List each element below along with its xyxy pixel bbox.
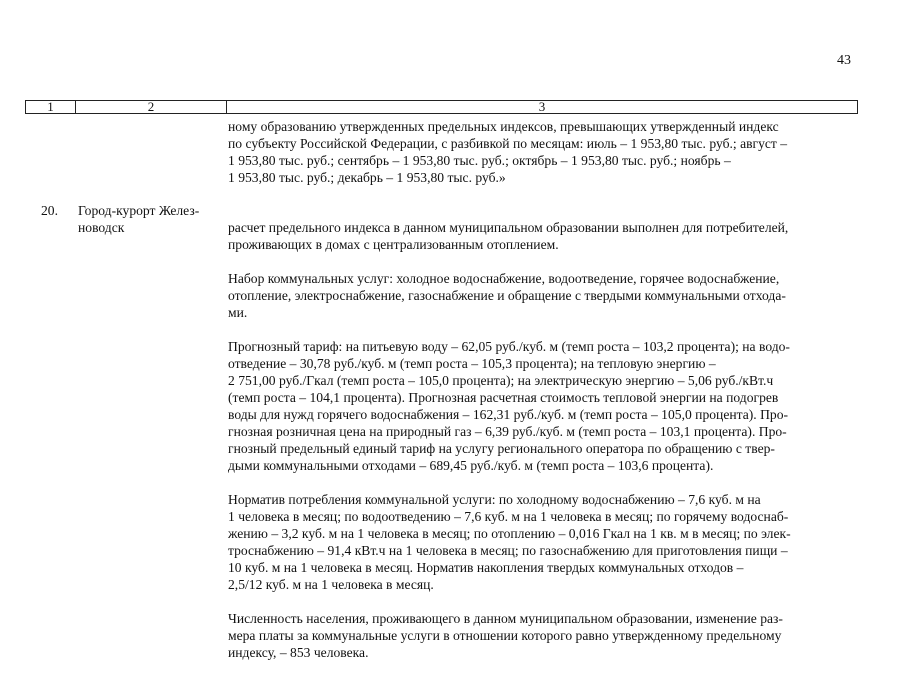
- table-header-row: [25, 100, 858, 114]
- page-number: 43: [837, 53, 851, 68]
- paragraph-calculation-basis: расчет предельного индекса в данном муниципальном образовании выполнен для потребителей, проживающих в домах с централизованным отоплением.: [228, 220, 789, 252]
- row-description: [228, 202, 851, 678]
- paragraph-service-set: Набор коммунальных услуг: холодное водоснабжение, водоотведение, горячее водоснабжение, отопление, электроснабжение, газоснабжение и обращение с твердыми коммунальными отхода- ми.: [228, 271, 786, 320]
- paragraph-consumption-norms: Норматив потребления коммунальной услуги: по холодному водоснабжению – 7,6 куб. м на 1 человека в месяц; по водоотведению – 7,6 куб. м на 1 человека в месяц; по горячему водоснаб- жению – 3,2 куб. м на 1 человека в месяц; по отоплению – 0,016 Гкал на 1 кв. м в месяц; по элек- троснабжению – 91,4 кВт.ч на 1 человека в месяц; по газоснабжению для приготовления пищи – 10 куб. м на 1 человека в месяц. Норматив накопления твердых коммунальных отходов – 2,5/12 куб. м на 1 человека в месяц.: [228, 492, 791, 592]
- table-header-col-3: 3: [538, 99, 546, 114]
- table-header-col-2: 2: [76, 101, 227, 113]
- row-number: 20.: [41, 203, 58, 218]
- continuation-text: ному образованию утвержденных предельных индексов, превышающих утвержденный индекс по субъекту Российской Федерации, с разбивкой по месяцам: июль – 1 953,80 тыс. руб.; август – 1 953,80 тыс. руб.; сентябрь – 1 953,80 тыс. руб.; октябрь – 1 953,80 тыс. руб.; ноябрь – 1 953,80 тыс. руб.; декабрь – 1 953,80 тыс. руб.»: [228, 119, 788, 185]
- municipality-name: Город-курорт Желез- новодск: [78, 203, 200, 235]
- paragraph-population: Численность населения, проживающего в данном муниципальном образовании, изменение раз- мера платы за коммунальные услуги в отношении которого равно утвержденному предельному индексу, – 853 человека.: [228, 611, 783, 660]
- paragraph-tariffs: Прогнозный тариф: на питьевую воду – 62,05 руб./куб. м (темп роста – 103,2 процента); на водо- отведение – 30,78 руб./куб. м (темп роста – 105,3 процента); на тепловую энергию – 2 751,00 руб./Гкал (темп роста – 105,0 процента); на электрическую энергию – 5,06 руб./кВт.ч (темп роста – 104,1 процента). Прогнозная расчетная стоимость тепловой энергии на подогрев воды для нужд горячего водоснабжения – 162,31 руб./куб. м (темп роста – 105,0 процента). Про- гнозная розничная цена на природный газ – 6,39 руб./куб. м (темп роста – 103,1 процента). Про- гнозный предельный единый тариф на услугу регионального оператора по обращению с твер- дыми коммунальными отходами – 689,45 руб./куб. м (темп роста – 103,6 процента).: [228, 339, 790, 473]
- table-header-col-1: 1: [26, 101, 76, 113]
